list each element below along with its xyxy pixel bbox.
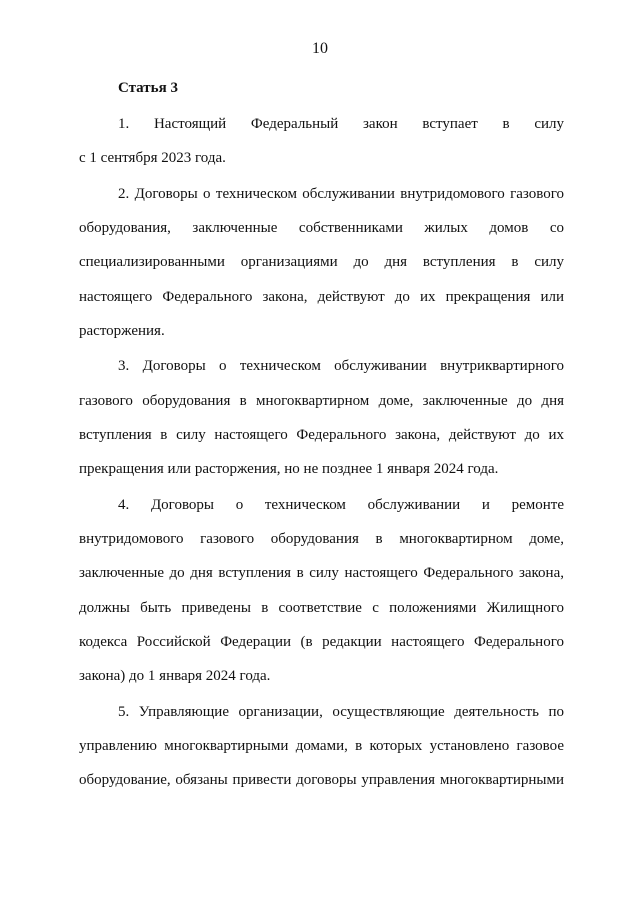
paragraph-3-line-3: вступления в силу настоящего Федерального закона, действуют до их [79, 427, 564, 443]
paragraph-2-line-5: расторжения. [79, 323, 165, 339]
paragraph-4-line-3: заключенные до дня вступления в силу настоящего Федерального закона, [79, 565, 564, 581]
paragraph-4-line-6: закона) до 1 января 2024 года. [79, 668, 271, 684]
paragraph-1-line-2: с 1 сентября 2023 года. [79, 150, 226, 166]
paragraph-4-line-2: внутридомового газового оборудования в многоквартирном доме, [79, 531, 564, 547]
paragraph-3-line-1: 3. Договоры о техническом обслуживании внутриквартирного [118, 358, 564, 374]
article-title: Статья 3 [118, 80, 178, 96]
paragraph-2-line-3: специализированными организациями до дня вступления в силу [79, 254, 564, 270]
paragraph-1-line-1: 1. Настоящий Федеральный закон вступает в силу [118, 116, 564, 132]
paragraph-5-line-3: оборудование, обязаны привести договоры управления многоквартирными [79, 772, 564, 788]
paragraph-2-line-4: настоящего Федерального закона, действуют до их прекращения или [79, 289, 564, 305]
paragraph-4-line-5: кодекса Российской Федерации (в редакции настоящего Федерального [79, 634, 564, 650]
page-number: 10 [312, 40, 328, 57]
paragraph-2-line-1: 2. Договоры о техническом обслуживании внутридомового газового [118, 186, 564, 202]
paragraph-5-line-1: 5. Управляющие организации, осуществляющие деятельность по [118, 704, 564, 720]
paragraph-4-line-4: должны быть приведены в соответствие с положениями Жилищного [79, 600, 564, 616]
paragraph-3-line-2: газового оборудования в многоквартирном доме, заключенные до дня [79, 393, 564, 409]
paragraph-4-line-1: 4. Договоры о техническом обслуживании и ремонте [118, 497, 564, 513]
paragraph-3-line-4: прекращения или расторжения, но не позднее 1 января 2024 года. [79, 461, 499, 477]
paragraph-5-line-2: управлению многоквартирными домами, в которых установлено газовое [79, 738, 564, 754]
paragraph-2-line-2: оборудования, заключенные собственниками жилых домов со [79, 220, 564, 236]
